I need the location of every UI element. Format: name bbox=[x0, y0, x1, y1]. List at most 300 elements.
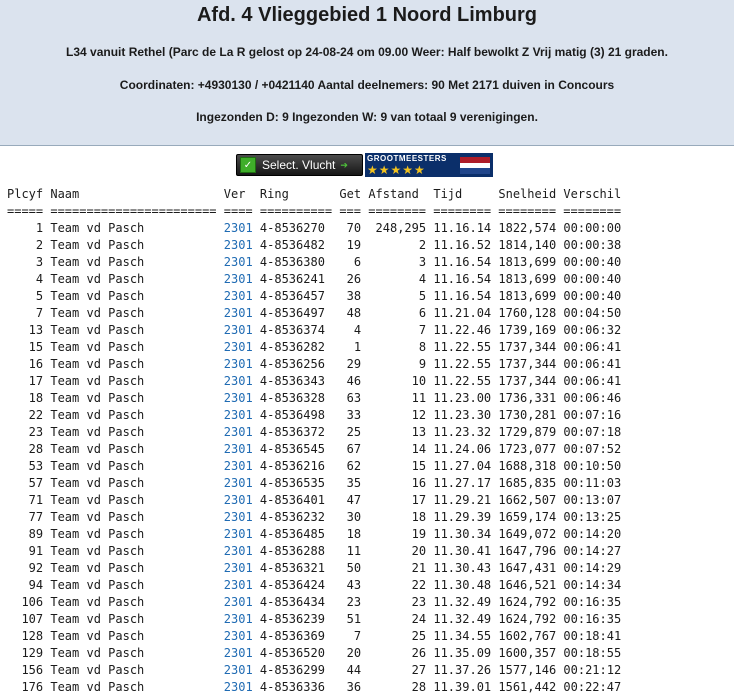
cell-ver[interactable]: 2301 bbox=[223, 561, 253, 575]
cell-verschil: 00:00:00 bbox=[563, 221, 622, 235]
table-row bbox=[7, 527, 621, 541]
cell-tijd: 11.32.49 bbox=[433, 612, 492, 626]
cell-verschil: 00:22:47 bbox=[563, 680, 622, 694]
cell-snelheid: 1813,699 bbox=[498, 255, 557, 269]
cell-naam: Team vd Pasch bbox=[50, 595, 217, 609]
cell-plcyf: 28 bbox=[7, 442, 44, 456]
cell-tijd: 11.23.30 bbox=[433, 408, 492, 422]
cell-naam: Team vd Pasch bbox=[50, 680, 217, 694]
cell-plcyf: 1 bbox=[7, 221, 44, 235]
cell-tijd: 11.35.09 bbox=[433, 646, 492, 660]
cell-snelheid: 1649,072 bbox=[498, 527, 557, 541]
cell-plcyf: 106 bbox=[7, 595, 44, 609]
cell-afstand: 13 bbox=[368, 425, 427, 439]
cell-get: 63 bbox=[339, 391, 362, 405]
table-row bbox=[7, 425, 621, 439]
cell-ring: 4-8536216 bbox=[259, 459, 333, 473]
cell-ver[interactable]: 2301 bbox=[223, 374, 253, 388]
table-row bbox=[7, 272, 621, 286]
cell-afstand: 23 bbox=[368, 595, 427, 609]
cell-verschil: 00:06:41 bbox=[563, 357, 622, 371]
cell-tijd: 11.22.55 bbox=[433, 374, 492, 388]
cell-ver[interactable]: 2301 bbox=[223, 255, 253, 269]
cell-ring: 4-8536520 bbox=[259, 646, 333, 660]
cell-afstand: 5 bbox=[368, 289, 427, 303]
cell-snelheid: 1602,767 bbox=[498, 629, 557, 643]
cell-ver[interactable]: 2301 bbox=[223, 578, 253, 592]
cell-get: 36 bbox=[339, 680, 362, 694]
cell-plcyf: 18 bbox=[7, 391, 44, 405]
cell-get: 7 bbox=[339, 629, 362, 643]
cell-plcyf: 23 bbox=[7, 425, 44, 439]
grootmeesters-badge[interactable] bbox=[365, 153, 493, 177]
cell-naam: Team vd Pasch bbox=[50, 459, 217, 473]
cell-verschil: 00:06:41 bbox=[563, 374, 622, 388]
cell-tijd: 11.30.41 bbox=[433, 544, 492, 558]
cell-get: 26 bbox=[339, 272, 362, 286]
cell-naam: Team vd Pasch bbox=[50, 374, 217, 388]
cell-ring: 4-8536482 bbox=[259, 238, 333, 252]
table-row bbox=[7, 595, 621, 609]
table-row bbox=[7, 493, 621, 507]
cell-afstand: 9 bbox=[368, 357, 427, 371]
toolbar bbox=[0, 146, 734, 184]
cell-tijd: 11.34.55 bbox=[433, 629, 492, 643]
cell-plcyf: 129 bbox=[7, 646, 44, 660]
column-header-ver: Ver bbox=[223, 187, 253, 201]
table-row bbox=[7, 544, 621, 558]
cell-tijd: 11.23.00 bbox=[433, 391, 492, 405]
cell-verschil: 00:04:50 bbox=[563, 306, 622, 320]
cell-ver[interactable]: 2301 bbox=[223, 595, 253, 609]
cell-ver[interactable]: 2301 bbox=[223, 425, 253, 439]
cell-afstand: 18 bbox=[368, 510, 427, 524]
cell-snelheid: 1659,174 bbox=[498, 510, 557, 524]
cell-naam: Team vd Pasch bbox=[50, 323, 217, 337]
cell-tijd: 11.22.46 bbox=[433, 323, 492, 337]
cell-ver[interactable]: 2301 bbox=[223, 459, 253, 473]
cell-afstand: 27 bbox=[368, 663, 427, 677]
cell-plcyf: 94 bbox=[7, 578, 44, 592]
cell-verschil: 00:00:38 bbox=[563, 238, 622, 252]
cell-ver[interactable]: 2301 bbox=[223, 544, 253, 558]
cell-plcyf: 22 bbox=[7, 408, 44, 422]
cell-tijd: 11.21.04 bbox=[433, 306, 492, 320]
cell-get: 4 bbox=[339, 323, 362, 337]
cell-verschil: 00:07:18 bbox=[563, 425, 622, 439]
cell-naam: Team vd Pasch bbox=[50, 493, 217, 507]
cell-naam: Team vd Pasch bbox=[50, 255, 217, 269]
cell-snelheid: 1647,431 bbox=[498, 561, 557, 575]
table-row bbox=[7, 629, 621, 643]
cell-plcyf: 7 bbox=[7, 306, 44, 320]
column-header-verschil: Verschil bbox=[563, 187, 622, 201]
cell-naam: Team vd Pasch bbox=[50, 510, 217, 524]
cell-ver[interactable]: 2301 bbox=[223, 408, 253, 422]
cell-afstand: 22 bbox=[368, 578, 427, 592]
cell-afstand: 2 bbox=[368, 238, 427, 252]
cell-ver[interactable]: 2301 bbox=[223, 612, 253, 626]
cell-afstand: 17 bbox=[368, 493, 427, 507]
cell-ver[interactable]: 2301 bbox=[223, 289, 253, 303]
cell-plcyf: 91 bbox=[7, 544, 44, 558]
cell-naam: Team vd Pasch bbox=[50, 340, 217, 354]
cell-tijd: 11.27.17 bbox=[433, 476, 492, 490]
cell-verschil: 00:00:40 bbox=[563, 272, 622, 286]
select-flight-button[interactable] bbox=[236, 154, 363, 176]
cell-ver[interactable]: 2301 bbox=[223, 306, 253, 320]
cell-get: 25 bbox=[339, 425, 362, 439]
cell-ring: 4-8536424 bbox=[259, 578, 333, 592]
cell-verschil: 00:10:50 bbox=[563, 459, 622, 473]
cell-afstand: 11 bbox=[368, 391, 427, 405]
table-row bbox=[7, 323, 621, 337]
table-row bbox=[7, 561, 621, 575]
cell-ver[interactable]: 2301 bbox=[223, 510, 253, 524]
cell-verschil: 00:21:12 bbox=[563, 663, 622, 677]
select-flight-label: Select. Vlucht bbox=[262, 158, 336, 172]
cell-afstand: 28 bbox=[368, 680, 427, 694]
cell-get: 11 bbox=[339, 544, 362, 558]
cell-verschil: 00:14:29 bbox=[563, 561, 622, 575]
cell-ring: 4-8536497 bbox=[259, 306, 333, 320]
cell-ver[interactable]: 2301 bbox=[223, 663, 253, 677]
cell-naam: Team vd Pasch bbox=[50, 561, 217, 575]
cell-tijd: 11.16.14 bbox=[433, 221, 492, 235]
cell-ring: 4-8536239 bbox=[259, 612, 333, 626]
table-row bbox=[7, 221, 621, 235]
cell-plcyf: 5 bbox=[7, 289, 44, 303]
cell-ring: 4-8536282 bbox=[259, 340, 333, 354]
cell-get: 38 bbox=[339, 289, 362, 303]
cell-afstand: 6 bbox=[368, 306, 427, 320]
cell-afstand: 3 bbox=[368, 255, 427, 269]
cell-snelheid: 1685,835 bbox=[498, 476, 557, 490]
cell-tijd: 11.39.01 bbox=[433, 680, 492, 694]
cell-tijd: 11.24.06 bbox=[433, 442, 492, 456]
table-row bbox=[7, 646, 621, 660]
cell-tijd: 11.16.54 bbox=[433, 272, 492, 286]
cell-ring: 4-8536434 bbox=[259, 595, 333, 609]
cell-afstand: 16 bbox=[368, 476, 427, 490]
cell-ver[interactable]: 2301 bbox=[223, 629, 253, 643]
cell-get: 62 bbox=[339, 459, 362, 473]
column-header-get: Get bbox=[339, 187, 362, 201]
table-row bbox=[7, 476, 621, 490]
stars-icon: ★★★★★ bbox=[367, 163, 426, 177]
cell-plcyf: 3 bbox=[7, 255, 44, 269]
cell-ring: 4-8536485 bbox=[259, 527, 333, 541]
table-row bbox=[7, 306, 621, 320]
cell-afstand: 14 bbox=[368, 442, 427, 456]
cell-verschil: 00:06:46 bbox=[563, 391, 622, 405]
cell-tijd: 11.16.54 bbox=[433, 255, 492, 269]
cell-plcyf: 15 bbox=[7, 340, 44, 354]
cell-naam: Team vd Pasch bbox=[50, 629, 217, 643]
cell-tijd: 11.30.48 bbox=[433, 578, 492, 592]
select-icon: ✓ bbox=[240, 157, 256, 173]
cell-ver[interactable]: 2301 bbox=[223, 646, 253, 660]
table-row bbox=[7, 357, 621, 371]
cell-verschil: 00:13:25 bbox=[563, 510, 622, 524]
cell-ring: 4-8536374 bbox=[259, 323, 333, 337]
cell-snelheid: 1723,077 bbox=[498, 442, 557, 456]
cell-naam: Team vd Pasch bbox=[50, 612, 217, 626]
column-header-afstand: Afstand bbox=[368, 187, 427, 201]
cell-ring: 4-8536256 bbox=[259, 357, 333, 371]
cell-ring: 4-8536321 bbox=[259, 561, 333, 575]
cell-ring: 4-8536270 bbox=[259, 221, 333, 235]
cell-naam: Team vd Pasch bbox=[50, 408, 217, 422]
cell-get: 67 bbox=[339, 442, 362, 456]
cell-verschil: 00:16:35 bbox=[563, 612, 622, 626]
table-row bbox=[7, 663, 621, 677]
cell-naam: Team vd Pasch bbox=[50, 425, 217, 439]
cell-plcyf: 77 bbox=[7, 510, 44, 524]
cell-get: 23 bbox=[339, 595, 362, 609]
cell-naam: Team vd Pasch bbox=[50, 306, 217, 320]
cell-ver[interactable]: 2301 bbox=[223, 357, 253, 371]
cell-get: 51 bbox=[339, 612, 362, 626]
table-row bbox=[7, 612, 621, 626]
cell-snelheid: 1737,344 bbox=[498, 357, 557, 371]
cell-verschil: 00:18:41 bbox=[563, 629, 622, 643]
cell-plcyf: 89 bbox=[7, 527, 44, 541]
cell-naam: Team vd Pasch bbox=[50, 391, 217, 405]
cell-ring: 4-8536457 bbox=[259, 289, 333, 303]
cell-ring: 4-8536401 bbox=[259, 493, 333, 507]
cell-afstand: 15 bbox=[368, 459, 427, 473]
grootmeesters-text: GROOTMEESTERS bbox=[367, 154, 447, 163]
cell-verschil: 00:11:03 bbox=[563, 476, 622, 490]
cell-tijd: 11.16.54 bbox=[433, 289, 492, 303]
cell-tijd: 11.32.49 bbox=[433, 595, 492, 609]
cell-afstand: 248,295 bbox=[368, 221, 427, 235]
cell-snelheid: 1688,318 bbox=[498, 459, 557, 473]
cell-plcyf: 4 bbox=[7, 272, 44, 286]
cell-naam: Team vd Pasch bbox=[50, 238, 217, 252]
cell-snelheid: 1662,507 bbox=[498, 493, 557, 507]
cell-naam: Team vd Pasch bbox=[50, 527, 217, 541]
cell-ver[interactable]: 2301 bbox=[223, 680, 253, 694]
cell-ver[interactable]: 2301 bbox=[223, 493, 253, 507]
cell-snelheid: 1600,357 bbox=[498, 646, 557, 660]
cell-afstand: 24 bbox=[368, 612, 427, 626]
column-header-plcyf: Plcyf bbox=[7, 187, 44, 201]
cell-ring: 4-8536369 bbox=[259, 629, 333, 643]
cell-snelheid: 1822,574 bbox=[498, 221, 557, 235]
table-row bbox=[7, 680, 621, 694]
cell-snelheid: 1624,792 bbox=[498, 612, 557, 626]
cell-ver[interactable]: 2301 bbox=[223, 340, 253, 354]
cell-plcyf: 156 bbox=[7, 663, 44, 677]
cell-get: 30 bbox=[339, 510, 362, 524]
cell-verschil: 00:14:27 bbox=[563, 544, 622, 558]
cell-get: 6 bbox=[339, 255, 362, 269]
cell-snelheid: 1730,281 bbox=[498, 408, 557, 422]
cell-get: 18 bbox=[339, 527, 362, 541]
cell-verschil: 00:16:35 bbox=[563, 595, 622, 609]
cell-afstand: 12 bbox=[368, 408, 427, 422]
table-row bbox=[7, 408, 621, 422]
cell-plcyf: 92 bbox=[7, 561, 44, 575]
cell-ver[interactable]: 2301 bbox=[223, 476, 253, 490]
cell-verschil: 00:06:41 bbox=[563, 340, 622, 354]
cell-verschil: 00:06:32 bbox=[563, 323, 622, 337]
cell-verschil: 00:14:20 bbox=[563, 527, 622, 541]
cell-snelheid: 1760,128 bbox=[498, 306, 557, 320]
cell-afstand: 4 bbox=[368, 272, 427, 286]
cell-tijd: 11.30.34 bbox=[433, 527, 492, 541]
cell-plcyf: 107 bbox=[7, 612, 44, 626]
cell-ver[interactable]: 2301 bbox=[223, 527, 253, 541]
cell-verschil: 00:00:40 bbox=[563, 289, 622, 303]
cell-tijd: 11.22.55 bbox=[433, 357, 492, 371]
cell-afstand: 10 bbox=[368, 374, 427, 388]
submissions-info: Ingezonden D: 9 Ingezonden W: 9 van totaal 9 verenigingen. bbox=[196, 110, 538, 124]
cell-verschil: 00:14:34 bbox=[563, 578, 622, 592]
cell-plcyf: 16 bbox=[7, 357, 44, 371]
cell-get: 1 bbox=[339, 340, 362, 354]
cell-naam: Team vd Pasch bbox=[50, 663, 217, 677]
cell-plcyf: 71 bbox=[7, 493, 44, 507]
cell-snelheid: 1624,792 bbox=[498, 595, 557, 609]
cell-get: 33 bbox=[339, 408, 362, 422]
cell-plcyf: 13 bbox=[7, 323, 44, 337]
cell-afstand: 26 bbox=[368, 646, 427, 660]
cell-naam: Team vd Pasch bbox=[50, 544, 217, 558]
table-row bbox=[7, 510, 621, 524]
coordinates-info: Coordinaten: +4930130 / +0421140 Aantal deelnemers: 90 Met 2171 duiven in Concours bbox=[119, 78, 615, 92]
table-row bbox=[7, 578, 621, 592]
cell-ver[interactable]: 2301 bbox=[223, 238, 253, 252]
cell-snelheid: 1561,442 bbox=[498, 680, 557, 694]
cell-ring: 4-8536241 bbox=[259, 272, 333, 286]
cell-afstand: 21 bbox=[368, 561, 427, 575]
cell-ring: 4-8536328 bbox=[259, 391, 333, 405]
cell-snelheid: 1736,331 bbox=[498, 391, 557, 405]
cell-tijd: 11.23.32 bbox=[433, 425, 492, 439]
netherlands-flag-icon bbox=[460, 157, 490, 174]
cell-tijd: 11.29.39 bbox=[433, 510, 492, 524]
cell-get: 47 bbox=[339, 493, 362, 507]
cell-snelheid: 1739,169 bbox=[498, 323, 557, 337]
cell-tijd: 11.22.55 bbox=[433, 340, 492, 354]
cell-naam: Team vd Pasch bbox=[50, 357, 217, 371]
cell-get: 48 bbox=[339, 306, 362, 320]
cell-verschil: 00:07:16 bbox=[563, 408, 622, 422]
report-header bbox=[0, 0, 734, 146]
table-row bbox=[7, 255, 621, 269]
cell-get: 19 bbox=[339, 238, 362, 252]
table-row bbox=[7, 391, 621, 405]
cell-ver[interactable]: 2301 bbox=[223, 221, 253, 235]
cell-ring: 4-8536545 bbox=[259, 442, 333, 456]
cell-snelheid: 1577,146 bbox=[498, 663, 557, 677]
cell-ring: 4-8536232 bbox=[259, 510, 333, 524]
cell-ring: 4-8536336 bbox=[259, 680, 333, 694]
cell-snelheid: 1729,879 bbox=[498, 425, 557, 439]
cell-snelheid: 1647,796 bbox=[498, 544, 557, 558]
cell-ring: 4-8536380 bbox=[259, 255, 333, 269]
cell-plcyf: 53 bbox=[7, 459, 44, 473]
arrow-right-icon: ➔ bbox=[340, 159, 348, 170]
cell-plcyf: 2 bbox=[7, 238, 44, 252]
cell-plcyf: 57 bbox=[7, 476, 44, 490]
cell-snelheid: 1737,344 bbox=[498, 340, 557, 354]
cell-plcyf: 17 bbox=[7, 374, 44, 388]
cell-naam: Team vd Pasch bbox=[50, 442, 217, 456]
cell-naam: Team vd Pasch bbox=[50, 221, 217, 235]
cell-ring: 4-8536288 bbox=[259, 544, 333, 558]
cell-snelheid: 1814,140 bbox=[498, 238, 557, 252]
cell-naam: Team vd Pasch bbox=[50, 646, 217, 660]
page-title: Afd. 4 Vlieggebied 1 Noord Limburg bbox=[196, 4, 538, 26]
cell-ring: 4-8536343 bbox=[259, 374, 333, 388]
table-row bbox=[7, 442, 621, 456]
table-row bbox=[7, 459, 621, 473]
table-header-row bbox=[7, 187, 621, 201]
cell-verschil: 00:18:55 bbox=[563, 646, 622, 660]
cell-ver[interactable]: 2301 bbox=[223, 442, 253, 456]
cell-ring: 4-8536498 bbox=[259, 408, 333, 422]
column-header-naam: Naam bbox=[50, 187, 217, 201]
cell-snelheid: 1813,699 bbox=[498, 272, 557, 286]
cell-ring: 4-8536299 bbox=[259, 663, 333, 677]
column-header-ring: Ring bbox=[259, 187, 333, 201]
cell-snelheid: 1813,699 bbox=[498, 289, 557, 303]
cell-verschil: 00:00:40 bbox=[563, 255, 622, 269]
cell-ring: 4-8536535 bbox=[259, 476, 333, 490]
cell-tijd: 11.16.52 bbox=[433, 238, 492, 252]
cell-verschil: 00:13:07 bbox=[563, 493, 622, 507]
cell-afstand: 20 bbox=[368, 544, 427, 558]
cell-naam: Team vd Pasch bbox=[50, 272, 217, 286]
cell-naam: Team vd Pasch bbox=[50, 476, 217, 490]
cell-get: 50 bbox=[339, 561, 362, 575]
cell-ver[interactable]: 2301 bbox=[223, 391, 253, 405]
cell-afstand: 7 bbox=[368, 323, 427, 337]
cell-tijd: 11.30.43 bbox=[433, 561, 492, 575]
cell-tijd: 11.29.21 bbox=[433, 493, 492, 507]
table-row bbox=[7, 238, 621, 252]
cell-afstand: 25 bbox=[368, 629, 427, 643]
cell-get: 44 bbox=[339, 663, 362, 677]
cell-plcyf: 128 bbox=[7, 629, 44, 643]
cell-ver[interactable]: 2301 bbox=[223, 272, 253, 286]
cell-get: 43 bbox=[339, 578, 362, 592]
cell-ver[interactable]: 2301 bbox=[223, 323, 253, 337]
release-info: L34 vanuit Rethel (Parc de La R gelost op 24-08-24 om 09.00 Weer: Half bewolkt Z Vrij matig (3) 21 graden. bbox=[66, 45, 668, 59]
table-row bbox=[7, 374, 621, 388]
cell-afstand: 19 bbox=[368, 527, 427, 541]
results-table bbox=[7, 186, 621, 696]
column-header-snelheid: Snelheid bbox=[498, 187, 557, 201]
table-row bbox=[7, 289, 621, 303]
cell-get: 70 bbox=[339, 221, 362, 235]
cell-tijd: 11.27.04 bbox=[433, 459, 492, 473]
cell-snelheid: 1646,521 bbox=[498, 578, 557, 592]
table-separator-row: ===== ======================= ==== ========== === ======== ======== ======== ======== bbox=[7, 204, 622, 218]
cell-tijd: 11.37.26 bbox=[433, 663, 492, 677]
cell-ring: 4-8536372 bbox=[259, 425, 333, 439]
table-row bbox=[7, 340, 621, 354]
cell-afstand: 8 bbox=[368, 340, 427, 354]
cell-get: 20 bbox=[339, 646, 362, 660]
cell-verschil: 00:07:52 bbox=[563, 442, 622, 456]
cell-get: 35 bbox=[339, 476, 362, 490]
cell-naam: Team vd Pasch bbox=[50, 578, 217, 592]
